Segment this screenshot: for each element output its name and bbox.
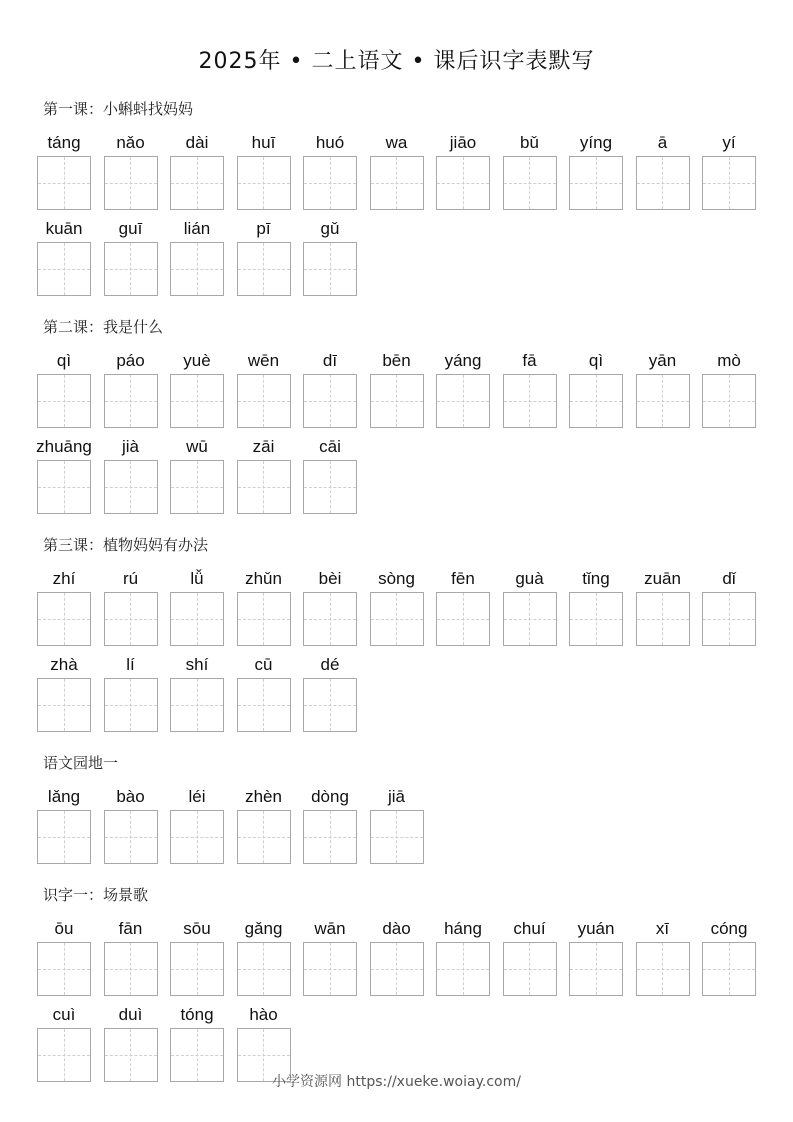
tianzige-writing-box[interactable] <box>370 810 424 864</box>
tianzige-writing-box[interactable] <box>237 242 291 296</box>
tianzige-writing-box[interactable] <box>104 592 158 646</box>
tianzige-writing-box[interactable] <box>37 810 91 864</box>
tianzige-writing-box[interactable] <box>303 374 357 428</box>
pinyin-label: duì <box>118 1005 143 1024</box>
pinyin-label: lí <box>126 655 135 674</box>
tianzige-writing-box[interactable] <box>37 374 91 428</box>
tianzige-writing-box[interactable] <box>104 374 158 428</box>
tianzige-writing-box[interactable] <box>170 156 224 210</box>
pinyin-label: pī <box>256 219 271 238</box>
tianzige-writing-box[interactable] <box>503 374 557 428</box>
tianzige-writing-box[interactable] <box>370 592 424 646</box>
pinyin-label: qì <box>588 351 604 370</box>
tianzige-writing-box[interactable] <box>37 460 91 514</box>
pinyin-label: yuán <box>577 919 615 938</box>
tianzige-writing-box[interactable] <box>303 942 357 996</box>
tianzige-writing-box[interactable] <box>436 942 490 996</box>
tianzige-writing-box[interactable] <box>636 156 690 210</box>
pinyin-label: tóng <box>180 1005 214 1024</box>
pinyin-label: sòng <box>378 569 415 588</box>
pinyin-label: wa <box>385 133 408 152</box>
pinyin-label: cāi <box>319 437 341 456</box>
tianzige-writing-box[interactable] <box>636 942 690 996</box>
tianzige-writing-box[interactable] <box>503 942 557 996</box>
page-title: 2025年 • 二上语文 • 课后识字表默写 <box>198 49 595 74</box>
tianzige-writing-box[interactable] <box>237 156 291 210</box>
pinyin-label: dài <box>185 133 209 152</box>
pinyin-label: dòng <box>311 787 349 806</box>
pinyin-label: chuí <box>513 919 546 938</box>
pinyin-label: zhèn <box>245 787 282 806</box>
pinyin-label: cuì <box>52 1005 76 1024</box>
pinyin-label: xī <box>655 919 670 938</box>
pinyin-label: rú <box>122 569 139 588</box>
lesson-heading: 第二课：我是什么 <box>43 318 164 336</box>
pinyin-label: nǎo <box>116 133 145 152</box>
tianzige-writing-box[interactable] <box>303 242 357 296</box>
pinyin-label: yān <box>648 351 677 370</box>
tianzige-writing-box[interactable] <box>303 678 357 732</box>
tianzige-writing-box[interactable] <box>37 592 91 646</box>
tianzige-writing-box[interactable] <box>370 374 424 428</box>
pinyin-label: wū <box>186 437 208 456</box>
tianzige-writing-box[interactable] <box>237 678 291 732</box>
tianzige-writing-box[interactable] <box>370 156 424 210</box>
tianzige-writing-box[interactable] <box>170 942 224 996</box>
pinyin-label: fēn <box>451 569 475 588</box>
watermark-footer: 小学资源网 https://xueke.woiay.com/ <box>272 1074 521 1090</box>
tianzige-writing-box[interactable] <box>237 460 291 514</box>
pinyin-label: bèi <box>318 569 342 588</box>
pinyin-label: fā <box>522 351 537 370</box>
tianzige-writing-box[interactable] <box>569 592 623 646</box>
pinyin-label: dào <box>382 919 411 938</box>
tianzige-writing-box[interactable] <box>636 592 690 646</box>
pinyin-label: bǔ <box>520 133 539 152</box>
pinyin-label: huó <box>315 133 345 152</box>
tianzige-writing-box[interactable] <box>237 810 291 864</box>
tianzige-writing-box[interactable] <box>170 592 224 646</box>
pinyin-label: kuān <box>45 219 83 238</box>
tianzige-writing-box[interactable] <box>303 460 357 514</box>
pinyin-label: cóng <box>710 919 748 938</box>
tianzige-writing-box[interactable] <box>170 678 224 732</box>
pinyin-label: lǚ <box>190 569 204 588</box>
tianzige-writing-box[interactable] <box>503 156 557 210</box>
pinyin-label: cū <box>254 655 273 674</box>
pinyin-label: qì <box>56 351 72 370</box>
tianzige-writing-box[interactable] <box>104 242 158 296</box>
tianzige-writing-box[interactable] <box>237 592 291 646</box>
pinyin-label: léi <box>188 787 206 806</box>
pinyin-label: lián <box>183 219 211 238</box>
pinyin-label: bào <box>116 787 145 806</box>
pinyin-label: jiāo <box>449 133 477 152</box>
pinyin-label: bēn <box>382 351 411 370</box>
pinyin-label: gǎng <box>244 919 283 938</box>
pinyin-label: dī <box>322 351 338 370</box>
tianzige-writing-box[interactable] <box>37 678 91 732</box>
tianzige-writing-box[interactable] <box>104 810 158 864</box>
pinyin-label: zuān <box>644 569 681 588</box>
tianzige-writing-box[interactable] <box>303 156 357 210</box>
tianzige-writing-box[interactable] <box>237 374 291 428</box>
pinyin-label: zhǔn <box>245 569 282 588</box>
tianzige-writing-box[interactable] <box>503 592 557 646</box>
tianzige-writing-box[interactable] <box>303 592 357 646</box>
lesson-heading: 第三课：植物妈妈有办法 <box>43 536 209 554</box>
pinyin-label: wān <box>314 919 346 938</box>
pinyin-label: lǎng <box>47 787 81 806</box>
tianzige-writing-box[interactable] <box>37 942 91 996</box>
tianzige-writing-box[interactable] <box>37 242 91 296</box>
pinyin-label: táng <box>47 133 81 152</box>
tianzige-writing-box[interactable] <box>237 942 291 996</box>
pinyin-label: gǔ <box>320 219 340 238</box>
tianzige-writing-box[interactable] <box>170 242 224 296</box>
tianzige-writing-box[interactable] <box>104 678 158 732</box>
tianzige-writing-box[interactable] <box>569 942 623 996</box>
tianzige-writing-box[interactable] <box>170 374 224 428</box>
pinyin-label: dǐ <box>722 569 736 588</box>
tianzige-writing-box[interactable] <box>702 156 756 210</box>
tianzige-writing-box[interactable] <box>303 810 357 864</box>
pinyin-label: sōu <box>183 919 211 938</box>
pinyin-label: fān <box>118 919 143 938</box>
pinyin-label: yáng <box>444 351 482 370</box>
pinyin-label: tǐng <box>582 569 610 588</box>
pinyin-label: zhuāng <box>36 437 92 456</box>
pinyin-label: jiā <box>387 787 405 806</box>
pinyin-label: páo <box>116 351 145 370</box>
pinyin-label: guī <box>118 219 143 238</box>
lesson-heading: 识字一：场景歌 <box>43 886 149 904</box>
tianzige-writing-box[interactable] <box>370 942 424 996</box>
tianzige-writing-box[interactable] <box>37 156 91 210</box>
tianzige-writing-box[interactable] <box>436 374 490 428</box>
tianzige-writing-box[interactable] <box>170 460 224 514</box>
pinyin-label: mò <box>717 351 741 370</box>
tianzige-writing-box[interactable] <box>569 156 623 210</box>
tianzige-writing-box[interactable] <box>436 592 490 646</box>
pinyin-label: ā <box>657 133 668 152</box>
pinyin-label: huī <box>251 133 276 152</box>
lesson-heading: 语文园地一 <box>43 754 119 772</box>
lesson-heading: 第一课：小蝌蚪找妈妈 <box>43 100 194 118</box>
tianzige-writing-box[interactable] <box>569 374 623 428</box>
pinyin-label: háng <box>444 919 482 938</box>
tianzige-writing-box[interactable] <box>702 942 756 996</box>
tianzige-writing-box[interactable] <box>104 460 158 514</box>
pinyin-label: shí <box>185 655 209 674</box>
pinyin-label: jià <box>121 437 139 456</box>
tianzige-writing-box[interactable] <box>702 592 756 646</box>
pinyin-label: zhí <box>52 569 76 588</box>
tianzige-writing-box[interactable] <box>104 156 158 210</box>
tianzige-writing-box[interactable] <box>636 374 690 428</box>
tianzige-writing-box[interactable] <box>104 942 158 996</box>
tianzige-writing-box[interactable] <box>702 374 756 428</box>
pinyin-label: ōu <box>54 919 74 938</box>
pinyin-label: zāi <box>252 437 275 456</box>
tianzige-writing-box[interactable] <box>170 810 224 864</box>
pinyin-label: wēn <box>247 351 280 370</box>
pinyin-label: zhà <box>50 655 78 674</box>
pinyin-label: yí <box>722 133 736 152</box>
pinyin-label: yuè <box>183 351 211 370</box>
pinyin-label: hào <box>249 1005 278 1024</box>
pinyin-label: yíng <box>579 133 613 152</box>
pinyin-label: dé <box>320 655 340 674</box>
tianzige-writing-box[interactable] <box>436 156 490 210</box>
pinyin-label: guà <box>515 569 544 588</box>
